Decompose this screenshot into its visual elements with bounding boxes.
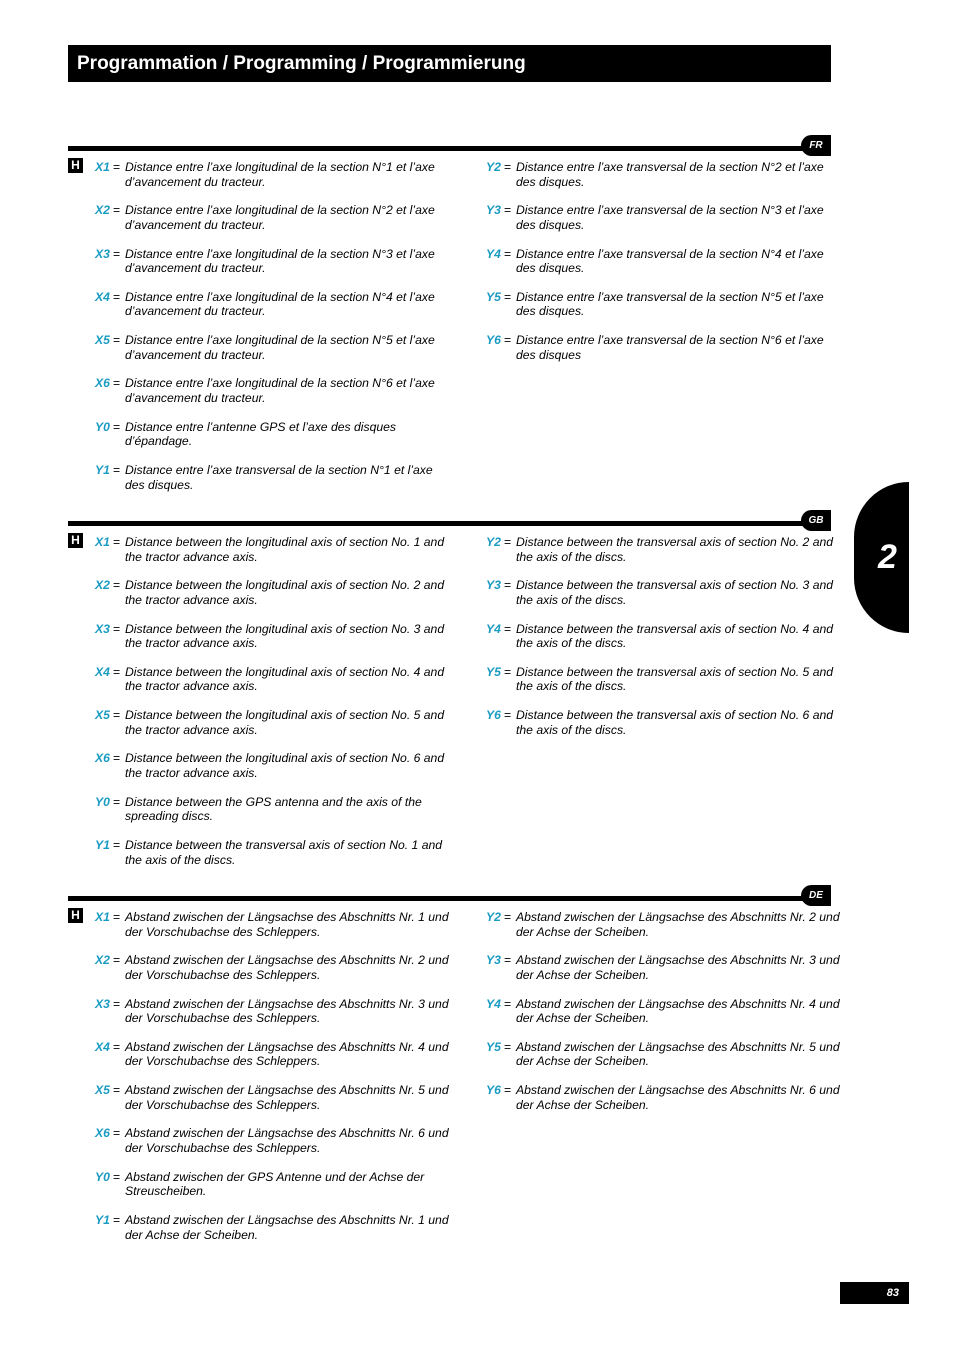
definition-text: Distance entre l’axe longitudinal de la section N°6 et l’axe d’avancement du tracteur. [125, 376, 435, 406]
definition-text: Distance entre l’axe longitudinal de la section N°4 et l’axe d’avancement du tracteur. [125, 289, 435, 319]
definition-text: Abstand zwischen der Längsachse des Abschnitts Nr. 1 und der Vorschubachse des Schleppers. [125, 910, 449, 939]
section-rule [68, 146, 831, 151]
definition-key: X5 [95, 708, 110, 723]
lang-badge-fr: FR [801, 135, 831, 156]
definition-text: Abstand zwischen der Längsachse des Abschnitts Nr. 2 und der Vorschubachse des Schleppers. [125, 953, 449, 982]
definitions-left-column [95, 160, 455, 506]
definition-equals: = [504, 996, 512, 1011]
definition-equals: = [113, 1169, 121, 1184]
definition-equals: = [113, 333, 121, 348]
definition-item [95, 160, 455, 203]
definition-text: Distance entre l’axe longitudinal de la section N°5 et l’axe d’avancement du tracteur. [125, 333, 435, 362]
definition-text: Distance between the transversal axis of section No. 1 and the axis of the discs. [125, 838, 443, 867]
definition-text: Distance between the transversal axis of section No. 3 and the axis of the discs. [516, 578, 834, 607]
definition-item [486, 910, 846, 953]
definition-item [486, 622, 846, 665]
definition-text: Abstand zwischen der Längsachse des Abschnitts Nr. 6 und der Achse der Scheiben. [516, 1083, 840, 1112]
definition-text: Abstand zwischen der Längsachse des Abschnitts Nr. 2 und der Achse der Scheiben. [516, 910, 840, 939]
definition-equals: = [113, 160, 121, 174]
definition-equals: = [113, 1126, 121, 1141]
page-header [68, 45, 831, 82]
definition-equals: = [113, 910, 121, 924]
definition-key: Y6 [486, 708, 501, 723]
definition-item [95, 910, 455, 953]
definition-text: Distance between the longitudinal axis of section No. 2 and the tractor advance axis. [125, 578, 445, 607]
definition-item [486, 1040, 846, 1083]
definition-text: Distance between the transversal axis of section No. 5 and the axis of the discs. [516, 664, 834, 694]
h-figure-icon: H [68, 158, 83, 173]
definition-key: X5 [95, 1083, 110, 1098]
definition-equals: = [113, 751, 121, 766]
definition-item [95, 463, 455, 506]
definition-key: Y6 [486, 1083, 501, 1098]
definition-equals: = [504, 910, 512, 924]
definition-equals: = [113, 246, 121, 261]
definition-key: Y1 [95, 463, 110, 478]
page-number: 83 [840, 1282, 909, 1304]
definition-equals: = [504, 621, 512, 636]
definition-key: X2 [95, 203, 110, 218]
definition-key: Y4 [486, 996, 501, 1011]
definition-equals: = [113, 664, 121, 679]
definition-item [95, 997, 455, 1040]
definition-item [486, 708, 846, 751]
definition-equals: = [504, 203, 512, 218]
definition-item [95, 708, 455, 751]
definition-key: Y2 [486, 535, 501, 549]
definition-item [95, 1083, 455, 1126]
definition-text: Distance entre l’axe longitudinal de la section N°3 et l’axe d’avancement du tracteur. [125, 246, 435, 276]
definition-key: Y3 [486, 578, 501, 593]
definition-key: X4 [95, 1039, 110, 1054]
definition-equals: = [504, 1039, 512, 1054]
definition-equals: = [504, 578, 512, 593]
definition-item [95, 622, 455, 665]
definition-equals: = [504, 664, 512, 679]
definition-key: Y0 [95, 1169, 110, 1184]
definition-equals: = [113, 1213, 121, 1228]
definition-equals: = [504, 333, 512, 348]
definition-equals: = [113, 463, 121, 478]
definition-text: Distance entre l’axe longitudinal de la section N°2 et l’axe d’avancement du tracteur. [125, 203, 435, 232]
definition-key: Y4 [486, 621, 501, 636]
definition-equals: = [113, 621, 121, 636]
definition-equals: = [504, 160, 512, 174]
definition-equals: = [504, 1083, 512, 1098]
definition-item [95, 290, 455, 333]
definition-equals: = [113, 535, 121, 549]
definition-text: Distance between the longitudinal axis of section No. 3 and the tractor advance axis. [125, 621, 445, 651]
page-title: Programmation / Programming / Programmierung [77, 53, 526, 74]
lang-badge-de: DE [801, 885, 831, 906]
definition-text: Distance entre l’axe longitudinal de la section N°1 et l’axe d’avancement du tracteur. [125, 160, 435, 189]
definition-item [486, 247, 846, 290]
definition-equals: = [113, 289, 121, 304]
lang-badge-gb: GB [801, 510, 831, 531]
definition-key: X4 [95, 289, 110, 304]
definitions-right-column [486, 535, 846, 751]
definition-item [95, 376, 455, 419]
definition-text: Abstand zwischen der Längsachse des Abschnitts Nr. 4 und der Vorschubachse des Schleppers. [125, 1039, 449, 1069]
definition-equals: = [113, 1083, 121, 1098]
definition-equals: = [113, 996, 121, 1011]
definition-text: Abstand zwischen der Längsachse des Abschnitts Nr. 5 und der Achse der Scheiben. [516, 1039, 840, 1069]
definition-key: X5 [95, 333, 110, 348]
definition-item [95, 203, 455, 246]
definition-item [95, 795, 455, 838]
definition-key: Y0 [95, 419, 110, 434]
definition-key: Y2 [486, 160, 501, 174]
definition-text: Distance between the longitudinal axis of section No. 5 and the tractor advance axis. [125, 708, 445, 737]
definition-key: X2 [95, 578, 110, 593]
definition-key: Y2 [486, 910, 501, 924]
definition-key: X4 [95, 664, 110, 679]
definition-text: Distance between the transversal axis of section No. 6 and the axis of the discs. [516, 708, 834, 737]
definition-equals: = [113, 376, 121, 391]
definition-item [486, 578, 846, 621]
definition-item [486, 665, 846, 708]
definition-key: Y1 [95, 1213, 110, 1228]
definition-text: Abstand zwischen der Längsachse des Abschnitts Nr. 6 und der Vorschubachse des Schleppers. [125, 1126, 449, 1156]
definition-equals: = [113, 794, 121, 809]
definition-item [95, 751, 455, 794]
definition-text: Distance entre l’axe transversal de la section N°5 et l’axe des disques. [516, 289, 824, 319]
definition-equals: = [504, 289, 512, 304]
definition-item [95, 1126, 455, 1169]
chapter-tab: 2 [854, 482, 909, 633]
definition-item [95, 1170, 455, 1213]
definition-item [486, 290, 846, 333]
definition-item [95, 578, 455, 621]
h-figure-icon: H [68, 533, 83, 548]
definition-item [95, 333, 455, 376]
definition-key: X3 [95, 621, 110, 636]
definition-item [95, 1040, 455, 1083]
definition-key: Y4 [486, 246, 501, 261]
definition-equals: = [504, 246, 512, 261]
definition-item [486, 160, 846, 203]
section-rule [68, 521, 831, 526]
definition-equals: = [504, 535, 512, 549]
definition-item [486, 535, 846, 578]
definition-equals: = [113, 419, 121, 434]
definition-key: X2 [95, 953, 110, 968]
definition-item [95, 953, 455, 996]
definition-key: Y3 [486, 953, 501, 968]
definition-text: Distance entre l’axe transversal de la section N°2 et l’axe des disques. [516, 160, 824, 189]
definition-item [95, 665, 455, 708]
definition-text: Distance between the GPS antenna and the axis of the spreading discs. [125, 794, 422, 824]
definition-item [486, 1083, 846, 1126]
definitions-right-column [486, 160, 846, 376]
definitions-right-column [486, 910, 846, 1126]
definition-key: X3 [95, 246, 110, 261]
section-rule [68, 896, 831, 901]
definition-equals: = [113, 1039, 121, 1054]
definition-text: Abstand zwischen der Längsachse des Abschnitts Nr. 5 und der Vorschubachse des Schleppers. [125, 1083, 449, 1112]
definition-equals: = [504, 708, 512, 723]
definition-text: Distance between the transversal axis of section No. 2 and the axis of the discs. [516, 535, 834, 564]
definition-item [95, 535, 455, 578]
definition-text: Distance entre l’axe transversal de la section N°4 et l’axe des disques. [516, 246, 824, 276]
definition-key: Y6 [486, 333, 501, 348]
definition-key: Y5 [486, 1039, 501, 1054]
definition-equals: = [113, 203, 121, 218]
definition-text: Distance entre l’axe transversal de la section N°1 et l’axe des disques. [125, 463, 433, 492]
definition-item [95, 1213, 455, 1256]
definition-item [486, 203, 846, 246]
definition-text: Distance between the longitudinal axis of section No. 1 and the tractor advance axis. [125, 535, 445, 564]
definition-text: Distance between the transversal axis of section No. 4 and the axis of the discs. [516, 621, 834, 651]
definition-item [486, 997, 846, 1040]
definition-equals: = [504, 953, 512, 968]
definition-key: X1 [95, 910, 110, 924]
definition-text: Abstand zwischen der Längsachse des Abschnitts Nr. 3 und der Vorschubachse des Schleppers. [125, 996, 449, 1026]
definition-item [95, 420, 455, 463]
definition-text: Distance between the longitudinal axis of section No. 4 and the tractor advance axis. [125, 664, 445, 694]
definition-key: X1 [95, 535, 110, 549]
definition-text: Abstand zwischen der Längsachse des Abschnitts Nr. 4 und der Achse der Scheiben. [516, 996, 840, 1026]
h-figure-icon: H [68, 908, 83, 923]
definition-equals: = [113, 953, 121, 968]
definition-key: X3 [95, 996, 110, 1011]
definition-item [486, 333, 846, 376]
definition-text: Distance between the longitudinal axis of section No. 6 and the tractor advance axis. [125, 751, 445, 781]
definition-text: Abstand zwischen der GPS Antenne und der Achse der Streuscheiben. [125, 1169, 425, 1199]
definition-equals: = [113, 708, 121, 723]
definition-equals: = [113, 578, 121, 593]
definition-key: Y3 [486, 203, 501, 218]
definition-item [95, 247, 455, 290]
definition-key: X6 [95, 751, 110, 766]
definition-key: X6 [95, 376, 110, 391]
definitions-left-column [95, 910, 455, 1256]
definition-text: Distance entre l’axe transversal de la section N°3 et l’axe des disques. [516, 203, 824, 232]
definition-key: Y1 [95, 838, 110, 853]
definition-text: Distance entre l’antenne GPS et l’axe des disques d’épandage. [125, 419, 396, 449]
definition-item [95, 838, 455, 881]
definition-key: Y5 [486, 664, 501, 679]
definition-text: Abstand zwischen der Längsachse des Abschnitts Nr. 3 und der Achse der Scheiben. [516, 953, 840, 982]
definition-key: Y0 [95, 794, 110, 809]
definition-text: Distance entre l’axe transversal de la section N°6 et l’axe des disques [516, 333, 824, 362]
definition-key: Y5 [486, 289, 501, 304]
definition-text: Abstand zwischen der Längsachse des Abschnitts Nr. 1 und der Achse der Scheiben. [125, 1213, 449, 1242]
definition-key: X1 [95, 160, 110, 174]
definition-equals: = [113, 838, 121, 853]
definition-key: X6 [95, 1126, 110, 1141]
definition-item [486, 953, 846, 996]
definitions-left-column [95, 535, 455, 881]
